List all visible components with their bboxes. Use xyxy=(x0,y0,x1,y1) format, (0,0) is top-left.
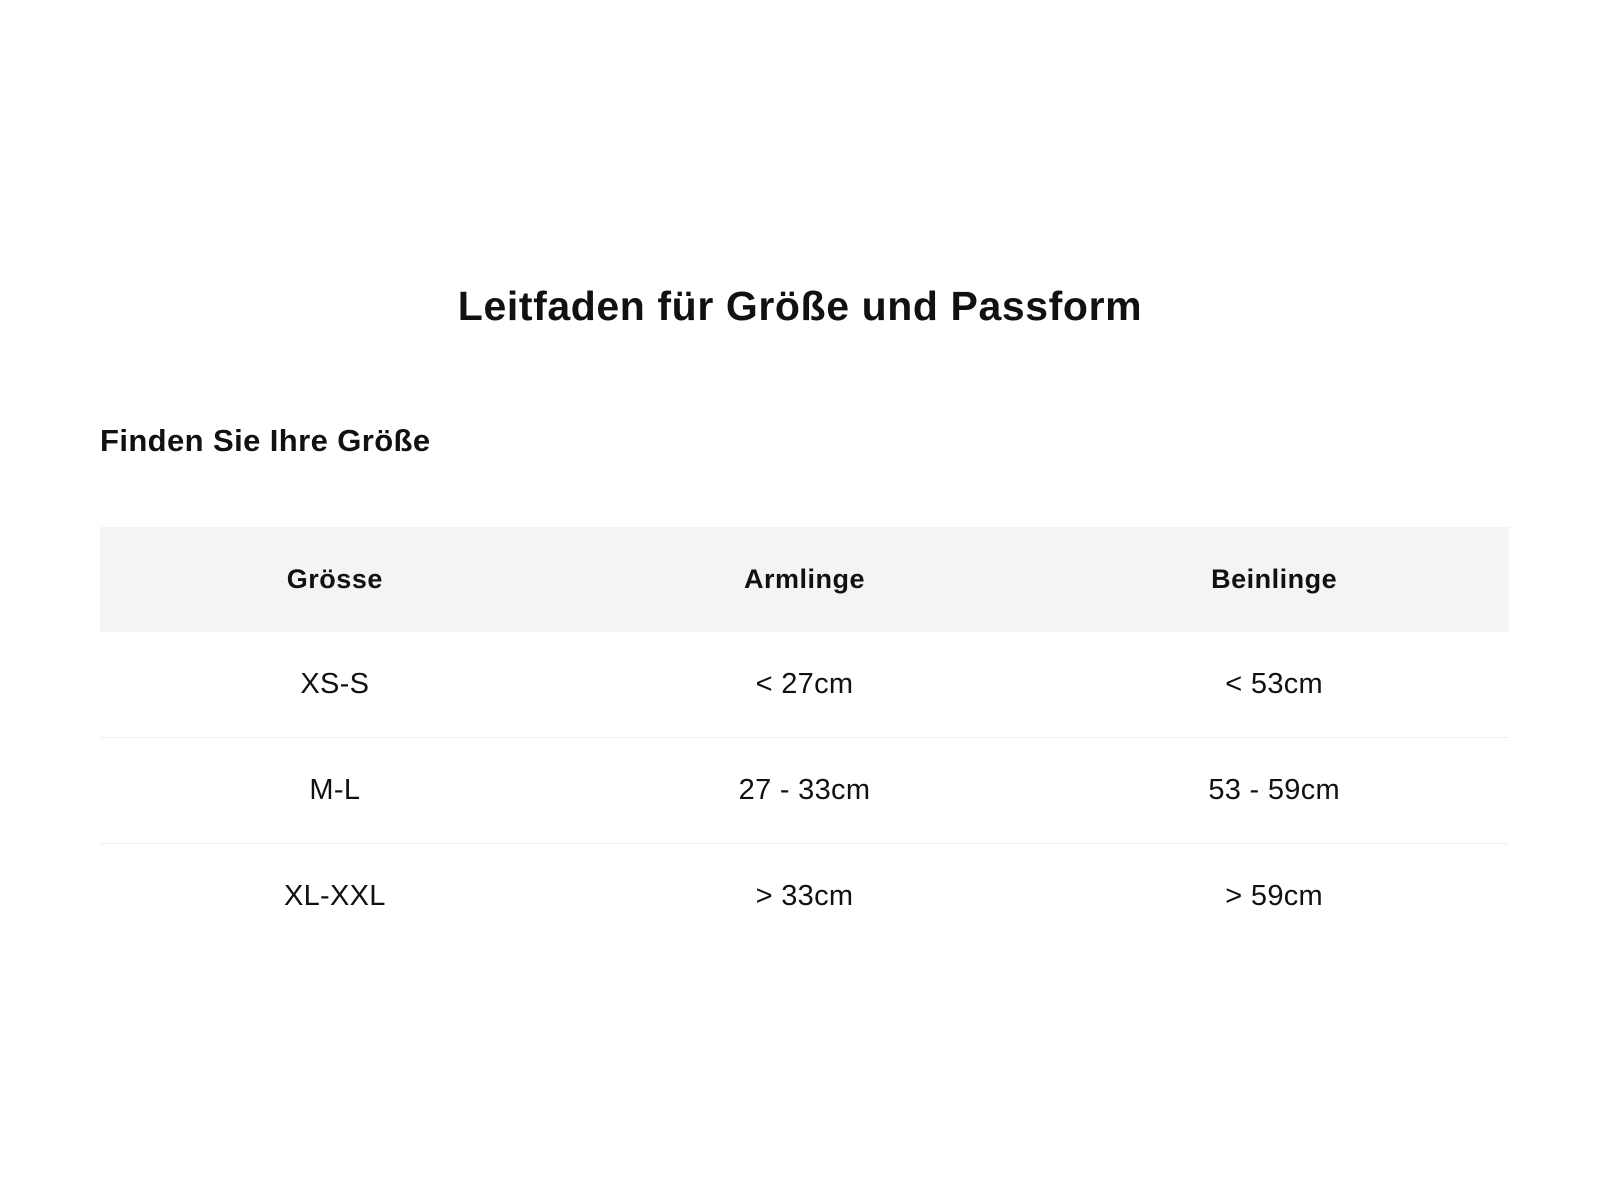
size-chart-table xyxy=(100,527,1509,949)
size-cell: XL-XXL xyxy=(283,880,386,912)
size-cell: M-L xyxy=(100,738,570,844)
table-row xyxy=(100,844,1509,950)
table-header-row xyxy=(100,527,1509,632)
page-title: Leitfaden für Größe und Passform xyxy=(457,283,1143,329)
section-heading: Finden Sie Ihre Größe xyxy=(100,423,431,458)
column-header-arm-length: Armlinge xyxy=(570,527,1040,632)
column-header-leg-length: Beinlinge xyxy=(1039,527,1509,632)
table-row xyxy=(100,738,1509,844)
arm-length-cell: > 33cm xyxy=(755,880,854,912)
leg-length-cell: < 53cm xyxy=(1039,632,1509,738)
column-header-size: Grösse xyxy=(100,527,570,632)
arm-length-cell: < 27cm xyxy=(570,632,1040,738)
leg-length-cell: 53 - 59cm xyxy=(1039,738,1509,844)
table-row xyxy=(100,632,1509,738)
size-cell: XS-S xyxy=(100,632,570,738)
arm-length-cell: 27 - 33cm xyxy=(570,738,1040,844)
leg-length-cell: > 59cm xyxy=(1225,880,1324,912)
